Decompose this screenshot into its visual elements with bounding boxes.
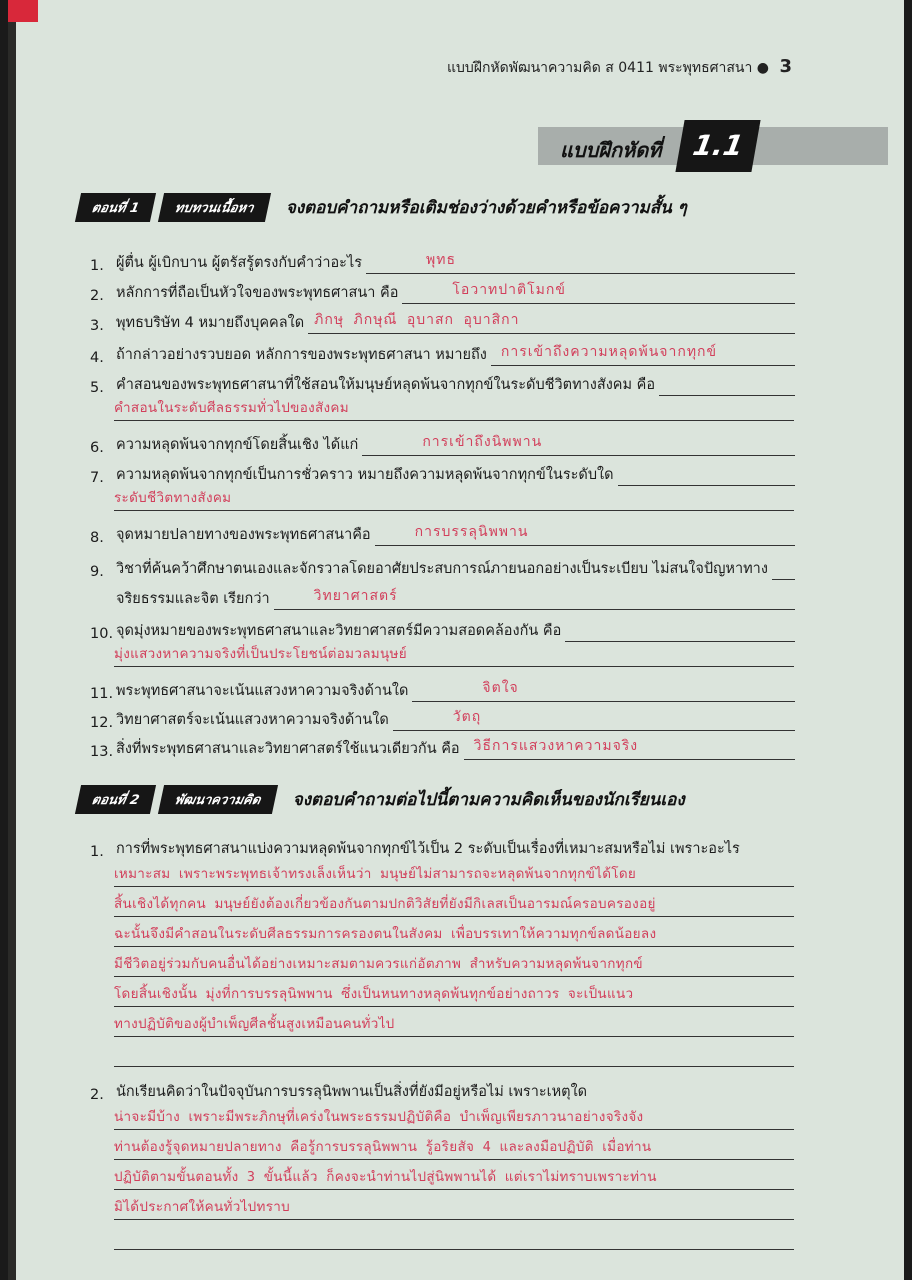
question-number: 12. — [90, 715, 114, 731]
handwritten-answer: การบรรลุนิพพาน — [414, 524, 529, 540]
question-text: คำสอนของพระพุทธศาสนาที่ใช้สอนให้มนุษย์หลุดพ้นจากทุกข์ในระดับชีวิตทางสังคม คือ — [116, 377, 656, 393]
question-number: 13. — [90, 744, 114, 760]
question-text: วิทยาศาสตร์จะเน้นแสวงหาความจริงด้านใด — [116, 712, 389, 728]
handwritten-answer: วิธีการแสวงหาความจริง — [473, 738, 639, 754]
answer-blank[interactable] — [659, 373, 795, 396]
exercise-title: แบบฝึกหัดที่ — [560, 138, 662, 162]
answer-blank[interactable] — [362, 433, 795, 456]
answer-line[interactable] — [114, 1014, 794, 1037]
question-text: วิชาที่ค้นคว้าศึกษาตนเองและจักรวาลโดยอาศัยประสบการณ์ภายนอกอย่างเป็นระเบียบ ไม่สนใจปัญหาทาง — [116, 561, 768, 577]
handwritten-answer: จิตใจ — [482, 680, 519, 696]
answer-line[interactable] — [114, 488, 794, 511]
part1-header — [78, 193, 687, 221]
answer-blank[interactable] — [402, 281, 795, 304]
answer-line[interactable] — [114, 894, 794, 917]
question-number: 10. — [90, 626, 114, 642]
bullet-icon: ● — [756, 60, 770, 76]
handwritten-answer-line: ฉะนั้นจึงมีคำสอนในระดับศีลธรรมการครองตนในสังคม เพื่อบรรเทาให้ความทุกข์ลดน้อยลง — [114, 926, 657, 942]
question-row — [90, 707, 795, 731]
answer-line[interactable] — [114, 1227, 794, 1250]
question-row — [90, 310, 795, 334]
question-row — [90, 432, 795, 456]
handwritten-answer-line: มิได้ประกาศให้คนทั่วไปทราบ — [114, 1199, 291, 1215]
question-text: ความหลุดพ้นจากทุกข์เป็นการชั่วคราว หมายถึงความหลุดพ้นจากทุกข์ในระดับใด — [116, 467, 614, 483]
answer-line[interactable] — [114, 1107, 794, 1130]
handwritten-answer-line: ทางปฏิบัติของผู้บำเพ็ญศีลชั้นสูงเหมือนคนทั่วไป — [114, 1016, 395, 1032]
running-header — [447, 56, 792, 79]
question-text: ความหลุดพ้นจากทุกข์โดยสิ้นเชิง ได้แก่ — [116, 437, 359, 453]
answer-line[interactable] — [114, 1197, 794, 1220]
answer-line[interactable] — [114, 398, 794, 421]
question-row — [90, 556, 795, 580]
handwritten-answer-line: น่าจะมีบ้าง เพราะมีพระภิกษุที่เคร่งในพระธรรมปฏิบัติคือ บำเพ็ญเพียรภาวนาอย่างจริงจัง — [114, 1109, 644, 1125]
question-row — [90, 280, 795, 304]
question-row — [90, 522, 795, 546]
question-number: 6. — [90, 440, 104, 456]
handwritten-answer-line: โดยสิ้นเชิงนั้น มุ่งที่การบรรลุนิพพาน ซึ่งเป็นหนทางหลุดพ้นทุกข์อย่างถาวร จะเป็นแนว — [114, 986, 634, 1002]
question-text: หลักการที่ถือเป็นหัวใจของพระพุทธศาสนา คือ — [116, 285, 399, 301]
answer-blank[interactable] — [375, 523, 795, 546]
answer-line[interactable] — [114, 644, 794, 667]
part2-label: ตอนที่ 2 — [75, 785, 156, 814]
handwritten-answer-line: สิ้นเชิงได้ทุกคน มนุษย์ยังต้องเกี่ยวข้องกันตามปกติวิสัยที่ยังมีกิเลสเป็นอารมณ์ครอบครองอยู่ — [114, 896, 656, 912]
handwritten-answer: วิทยาศาสตร์ — [313, 588, 398, 604]
answer-blank[interactable] — [366, 251, 795, 274]
handwritten-answer-line: เหมาะสม เพราะพระพุทธเจ้าทรงเล็งเห็นว่า มนุษย์ไม่สามารถจะหลุดพ้นจากทุกข์ได้โดย — [114, 866, 637, 882]
question-number: 8. — [90, 530, 104, 546]
question-row — [90, 250, 795, 274]
running-title: แบบฝึกหัดพัฒนาความคิด ส 0411 พระพุทธศาสนา — [446, 60, 753, 76]
question-row-continued — [90, 586, 795, 610]
question-row — [90, 736, 795, 760]
question-text: พุทธบริษัท 4 หมายถึงบุคคลใด — [116, 315, 305, 331]
answer-line[interactable] — [114, 1137, 794, 1160]
question-text: จุดมุ่งหมายของพระพุทธศาสนาและวิทยาศาสตร์มีความสอดคล้องกัน คือ — [116, 623, 562, 639]
answer-line[interactable] — [114, 864, 794, 887]
question-text: ถ้ากล่าวอย่างรวบยอด หลักการของพระพุทธศาสนา หมายถึง — [116, 347, 487, 363]
handwritten-answer: การเข้าถึงความหลุดพ้นจากทุกข์ — [500, 344, 718, 360]
part2-tag: พัฒนาความคิด — [158, 785, 278, 814]
question-text: สิ่งที่พระพุทธศาสนาและวิทยาศาสตร์ใช้แนวเดียวกัน คือ — [116, 741, 460, 757]
question-number: 7. — [90, 470, 104, 486]
answer-line[interactable] — [114, 1044, 794, 1067]
question-number: 11. — [90, 686, 114, 702]
handwritten-answer-line: ท่านต้องรู้จุดหมายปลายทาง คือรู้การบรรลุนิพพาน รู้อริยสัจ 4 และลงมือปฏิบัติ เมื่อท่าน — [114, 1139, 652, 1155]
part2-header — [78, 785, 685, 813]
workbook-page — [8, 0, 904, 1280]
question-row — [90, 1079, 795, 1103]
handwritten-answer-line: ปฏิบัติตามขั้นตอนทั้ง 3 ขั้นนี้แล้ว ก็คงจะนำท่านไปสู่นิพพานได้ แต่เราไม่ทราบเพราะท่าน — [114, 1169, 657, 1185]
question-row — [90, 678, 795, 702]
handwritten-answer: โอวาทปาติโมกข์ — [452, 282, 566, 298]
handwritten-answer: คำสอนในระดับศีลธรรมทั่วไปของสังคม — [114, 400, 349, 416]
handwritten-answer: ภิกษุ ภิกษุณี อุบาสก อุบาสิกา — [314, 312, 520, 328]
question-text: การที่พระพุทธศาสนาแบ่งความหลุดพ้นจากทุกข์ไว้เป็น 2 ระดับเป็นเรื่องที่เหมาะสมหรือไม่ เพราะอะไร — [116, 841, 740, 857]
handwritten-answer-line: มีชีวิตอยู่ร่วมกับคนอื่นได้อย่างเหมาะสมตามควรแก่อัตภาพ สำหรับความหลุดพ้นจากทุกข์ — [114, 956, 643, 972]
answer-blank[interactable] — [772, 557, 795, 580]
handwritten-answer: วัตถุ — [452, 709, 482, 725]
question-row — [90, 462, 795, 486]
handwritten-answer: พุทธ — [426, 252, 457, 268]
question-row — [90, 618, 795, 642]
question-number: 9. — [90, 564, 104, 580]
exercise-number: 1.1 — [675, 120, 760, 172]
question-number: 2. — [90, 1087, 104, 1103]
page-number: 3 — [779, 56, 792, 77]
question-number: 1. — [90, 258, 104, 274]
handwritten-answer: ระดับชีวิตทางสังคม — [114, 490, 232, 506]
answer-blank[interactable] — [618, 463, 795, 486]
answer-blank[interactable] — [393, 708, 795, 731]
answer-line[interactable] — [114, 1167, 794, 1190]
question-text: พระพุทธศาสนาจะเน้นแสวงหาความจริงด้านใด — [116, 683, 409, 699]
question-text: จุดหมายปลายทางของพระพุทธศาสนาคือ — [116, 527, 371, 543]
answer-blank[interactable] — [274, 587, 795, 610]
part1-label: ตอนที่ 1 — [75, 193, 156, 222]
answer-blank[interactable] — [491, 343, 795, 366]
question-number: 2. — [90, 288, 104, 304]
answer-line[interactable] — [114, 924, 794, 947]
question-row — [90, 342, 795, 366]
answer-line[interactable] — [114, 984, 794, 1007]
handwritten-answer: มุ่งแสวงหาความจริงที่เป็นประโยชน์ต่อมวลมนุษย์ — [114, 646, 407, 662]
answer-line[interactable] — [114, 954, 794, 977]
answer-blank[interactable] — [565, 619, 795, 642]
question-text: นักเรียนคิดว่าในปัจจุบันการบรรลุนิพพานเป็นสิ่งที่ยังมีอยู่หรือไม่ เพราะเหตุใด — [116, 1084, 588, 1100]
handwritten-answer: การเข้าถึงนิพพาน — [422, 434, 543, 450]
question-number: 5. — [90, 380, 104, 396]
part1-tag: ทบทวนเนื้อหา — [158, 193, 271, 222]
answer-blank[interactable] — [412, 679, 795, 702]
red-page-tab — [8, 0, 38, 22]
part2-instruction: จงตอบคำถามต่อไปนี้ตามความคิดเห็นของนักเรียนเอง — [292, 789, 685, 810]
question-text-continued: จริยธรรมและจิต เรียกว่า — [116, 591, 270, 607]
question-row — [90, 836, 795, 860]
page-edge — [8, 22, 16, 1280]
question-number: 1. — [90, 844, 104, 860]
question-number: 4. — [90, 350, 104, 366]
question-row — [90, 372, 795, 396]
question-number: 3. — [90, 318, 104, 334]
part1-instruction: จงตอบคำถามหรือเติมช่องว่างด้วยคำหรือข้อความสั้น ๆ — [285, 197, 687, 218]
question-text: ผู้ตื่น ผู้เบิกบาน ผู้ตรัสรู้ตรงกับคำว่าอะไร — [116, 255, 363, 271]
answer-blank[interactable] — [464, 737, 795, 760]
answer-blank[interactable] — [308, 311, 795, 334]
